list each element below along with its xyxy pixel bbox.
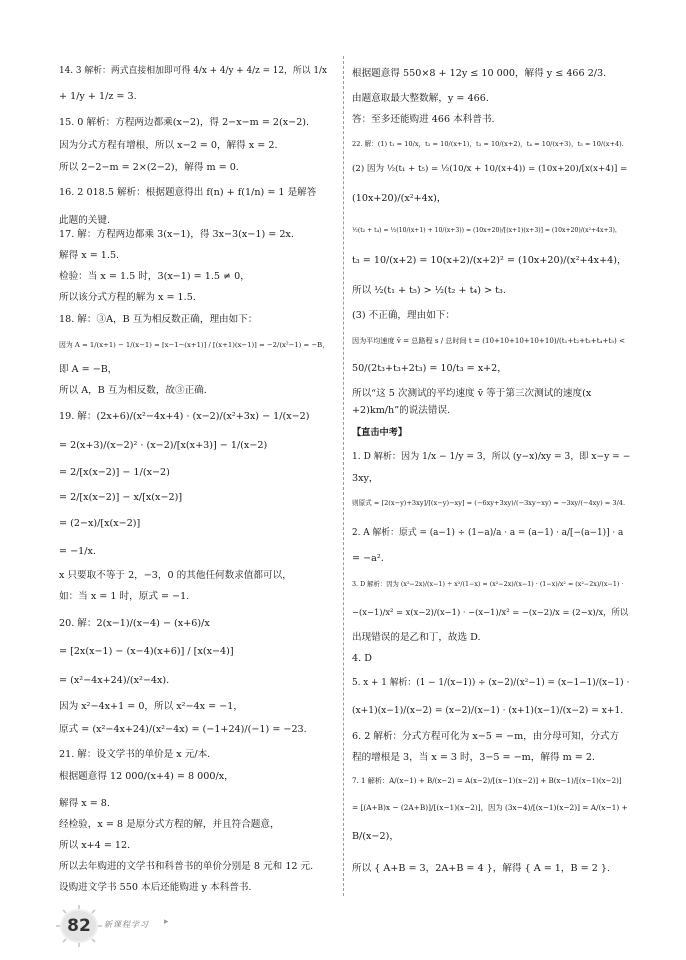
text-line: 所以去年购进的文学书和科普书的单价分别是 8 元和 12 元.	[59, 861, 314, 872]
text-line: 则原式 = [2(x−y)+3xy]/[(x−y)−xy] = (−6xy+3xy)/(−3xy−xy) = −3xy/(−4xy) = 3/4.	[352, 499, 626, 507]
text-line: 3xy，	[352, 473, 379, 484]
text-line: 出现错误的是乙和丁，故选 D.	[352, 632, 481, 643]
text-line: = 2/[x(x−2)] − 1/(x−2)	[59, 467, 170, 478]
text-line: 5. x + 1 解析：(1 − 1/(x−1)) ÷ (x−2)/(x²−1) = (x−1−1)/(x−1) ·	[352, 678, 630, 688]
text-line: = (2−x)/[x(x−2)]	[59, 518, 141, 529]
text-line: t₃ = 10/(x+2) = 10(x+2)/(x+2)² = (10x+20)/(x²+4x+4)，	[352, 255, 627, 266]
text-line: 所以“这 5 次测试的平均速度 v̄ 等于第三次测试的速度(x	[352, 388, 592, 399]
text-line: x 只要取不等于 2，−3，0 的其他任何数求值都可以，	[59, 570, 292, 581]
text-line: 16. 2 018.5 解析：根据题意得出 f(n) + f(1/n) = 1 是解答	[59, 187, 317, 198]
text-line: = 2(x+3)/(x−2)² · (x−2)/[x(x+3)] − 1/(x−2)	[59, 440, 268, 451]
text-line: 即 A = −B，	[59, 364, 118, 375]
text-line: +2)km/h”的说法错误.	[352, 405, 451, 416]
text-line: = 2/[x(x−2)] − x/[x(x−2)]	[59, 492, 183, 503]
text-line: 此题的关键.	[59, 215, 111, 226]
text-line: 答：至多还能购进 466 本科普书.	[352, 114, 495, 125]
text-line: (10x+20)/(x²+4x)，	[352, 193, 447, 204]
text-line: 因为 x²−4x+1 = 0，所以 x²−4x = −1，	[59, 701, 243, 712]
text-line: 所以 ½(t₁ + t₅) > ½(t₂ + t₄) > t₃.	[352, 285, 506, 296]
text-line: = [2x(x−1) − (x−4)(x+6)] / [x(x−4)]	[59, 646, 234, 657]
text-line: = −a².	[352, 553, 384, 564]
text-line: 21. 解：设文学书的单价是 x 元/本.	[59, 749, 211, 760]
text-line: 由题意取最大整数解，y = 466.	[352, 93, 489, 104]
text-line: 50/(2t₃+t₃+2t₃) = 10/t₃ = x+2，	[352, 363, 507, 374]
text-line: 15. 0 解析：方程两边都乘(x−2)，得 2−x−m = 2(x−2).	[59, 117, 310, 128]
text-line: 19. 解：(2x+6)/(x²−4x+4) · (x−2)/(x²+3x) − 1/(x−2)	[59, 411, 310, 422]
page-number: 82	[62, 911, 96, 941]
text-line: 2. A 解析：原式 = (a−1) ÷ (1−a)/a · a = (a−1) · a/[−(a−1)] · a	[352, 528, 624, 538]
footer-text: 新课程学习	[104, 920, 149, 929]
text-line: 所以 x+4 = 12.	[59, 840, 131, 851]
text-line: 7. 1 解析：A/(x−1) + B/(x−2) = A(x−2)/[(x−1)(x−2)] + B(x−1)/[(x−1)(x−2)]	[352, 776, 622, 785]
text-line: 所以 2−2−m = 2×(2−2)，解得 m = 0.	[59, 162, 239, 173]
text-line: 如：当 x = 1 时，原式 = −1.	[59, 591, 190, 602]
text-line: 解得 x = 8.	[59, 798, 110, 809]
text-line: + 1/y + 1/z = 3.	[59, 91, 137, 102]
column-divider	[343, 56, 344, 896]
text-line: 根据题意得 12 000/(x+4) = 8 000/x，	[59, 771, 234, 782]
text-line: 22. 解：(1) t₁ = 10/x，t₂ = 10/(x+1)，t₃ = 10/(x+2)，t₄ = 10/(x+3)，t₅ = 10/(x+4).	[352, 140, 624, 148]
text-line: ½(t₂ + t₄) = ½(10/(x+1) + 10/(x+3)) = (10x+20)/[(x+1)(x+3)] = (10x+20)/(x²+4x+3)，	[352, 227, 621, 234]
text-line: 所以 { A+B = 3，2A+B = 4 }，解得 { A = 1，B = 2 }.	[352, 863, 611, 874]
text-line: 14. 3 解析：两式直接相加即可得 4/x + 4/y + 4/z = 12，所以 1/x	[59, 66, 327, 76]
text-line: 根据题意得 550×8 + 12y ≤ 10 000，解得 y ≤ 466 2/3.	[352, 68, 607, 79]
text-line: 设购进文学书 550 本后还能购进 y 本科普书.	[59, 882, 252, 893]
text-line: (2) 因为 ½(t₁ + t₅) = ½(10/x + 10/(x+4)) = (10x+20)/[x(x+4)] =	[352, 164, 628, 174]
text-line: = [(A+B)x − (2A+B)]/[(x−1)(x−2)]，因为 (3x−4)/[(x−1)(x−2)] = A/(x−1) +	[352, 803, 628, 812]
text-line: = (x²−4x+24)/(x²−4x).	[59, 675, 170, 686]
text-line: 所以 A，B 互为相反数，故③正确.	[59, 385, 207, 396]
text-line: 原式 = (x²−4x+24)/(x²−4x) = (−1+24)/(−1) = −23.	[59, 724, 307, 735]
footer-arrow-icon: ▸	[164, 917, 169, 927]
text-line: 3. D 解析：因为 (x²−2x)/(x−1) ÷ x²/(1−x) = (x²−2x)/(x−1) · (1−x)/x² = (x²−2x)/(x−1) ·	[352, 581, 624, 588]
text-line: 18. 解：③A，B 互为相反数正确，理由如下：	[59, 314, 258, 325]
text-line: 因为平均速度 v̄ = 总路程 s / 总时间 t = (10+10+10+10+10)/(t₁+t₂+t₃+t₄+t₅) <	[352, 336, 626, 345]
section-title: 【直击中考】	[352, 427, 408, 438]
text-line: 因为 A = 1/(x+1) − 1/(x−1) = [x−1−(x+1)] / [(x+1)(x−1)] = −2/(x²−1) = −B，	[59, 341, 330, 349]
text-line: (x+1)(x−1)/(x−2) = (x−2)/(x−1) · (x+1)(x−1)/(x−2) = x+1.	[352, 706, 624, 716]
text-line: 6. 2 解析：分式方程可化为 x−5 = −m，由分母可知，分式方	[352, 731, 620, 742]
text-line: 1. D 解析：因为 1/x − 1/y = 3，所以 (y−x)/xy = 3，即 x−y = −	[352, 452, 631, 462]
text-line: 4. D	[352, 653, 372, 664]
text-line: 检验：当 x = 1.5 时，3(x−1) = 1.5 ≠ 0，	[59, 271, 250, 282]
text-line: 20. 解：2(x−1)/(x−4) − (x+6)/x	[59, 618, 210, 629]
text-line: = −1/x.	[59, 546, 96, 557]
text-line: 经检验，x = 8 是原分式方程的解，并且符合题意，	[59, 819, 280, 830]
page-footer	[56, 906, 206, 946]
text-line: 所以该分式方程的解为 x = 1.5.	[59, 292, 196, 303]
text-line: −(x−1)/x² = x(x−2)/(x−1) · −(x−1)/x² = −(x−2)/x = (2−x)/x，所以	[352, 607, 629, 617]
text-line: 17. 解：方程两边都乘 3(x−1)，得 3x−3(x−1) = 2x.	[59, 229, 294, 240]
text-line: B/(x−2)，	[352, 831, 399, 842]
text-line: 因为分式方程有增根，所以 x−2 = 0，解得 x = 2.	[59, 140, 278, 151]
text-line: (3) 不正确，理由如下：	[352, 310, 455, 321]
text-line: 程的增根是 3，当 x = 3 时，3−5 = −m，解得 m = 2.	[352, 752, 595, 763]
text-line: 解得 x = 1.5.	[59, 250, 120, 261]
